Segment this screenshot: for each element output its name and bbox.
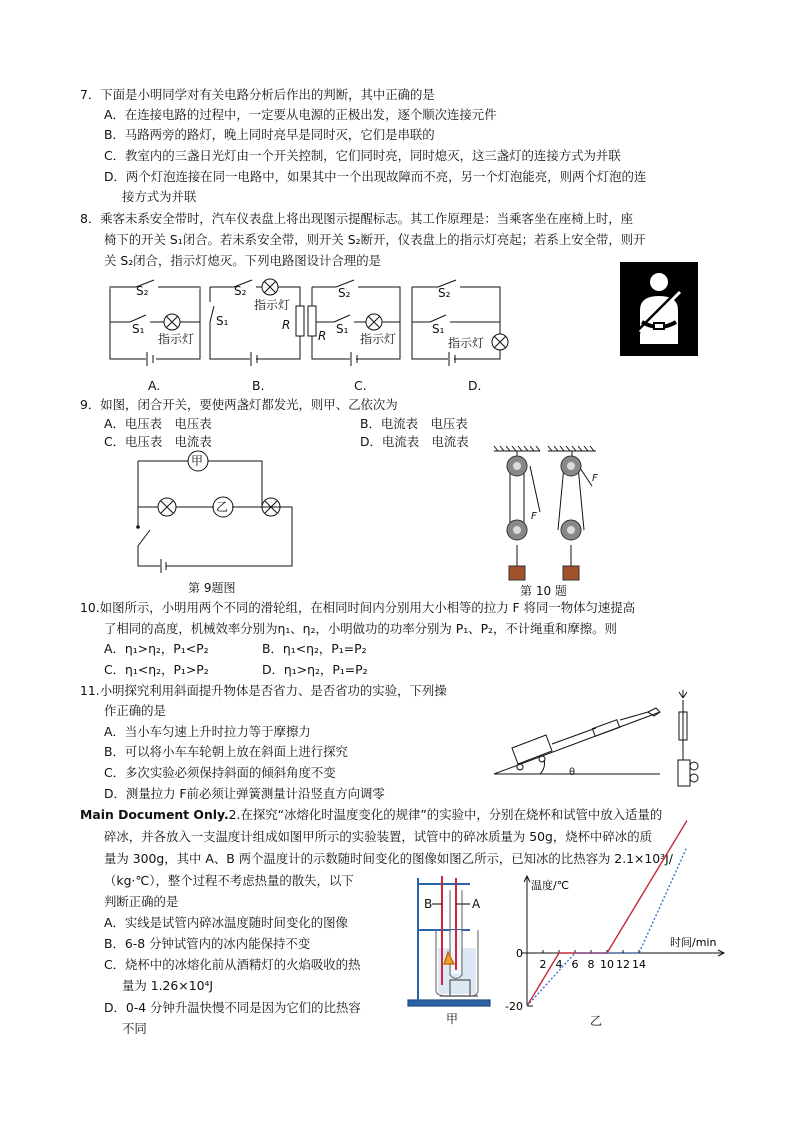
circuit-c-option: C. [354, 378, 367, 393]
q10-option-c: C．η₁<η₂，P₁>P₂ [104, 662, 209, 677]
q9-figure-caption: 第 9题图 [188, 581, 236, 595]
circuit-a-option: A. [148, 378, 161, 393]
q8-stem-line2: 椅下的开关 S₁闭合。若未系安全带，则开关 S₂断开，仪表盘上的指示灯亮起；若系上安全带，则开 [104, 232, 646, 247]
circuit-d-lamp-label: 指示灯 [448, 336, 485, 350]
q11-option-a: A．当小车匀速上升时拉力等于摩擦力 [104, 724, 311, 739]
x-tick-label: 14 [632, 958, 646, 971]
q9-option-c: C．电压表 电流表 [104, 434, 212, 449]
q12-figure-yi-label: 乙 [590, 1014, 603, 1028]
q12-option-c-line2: 量为 1.26×10⁴J [122, 978, 214, 993]
q11-option-c: C．多次实验必须保持斜面的倾斜角度不变 [104, 765, 336, 780]
q12-option-b: B．6-8 分钟试管内的冰内能保持不变 [104, 936, 311, 951]
circuit-b-s2: S₂ [234, 284, 247, 298]
circuit-b-resistor-label: R [282, 318, 291, 332]
q9-stem: 9．如图，闭合开关，要使两盏灯都发光，则甲、乙依次为 [80, 397, 398, 412]
x-tick-label: 8 [587, 958, 595, 971]
q12-thermometer-a-label: A [472, 897, 481, 911]
q9-option-b: B．电流表 电压表 [360, 416, 468, 431]
q12-stem-line1-text: 2.在探究“冰熔化时温度变化的规律”的实验中，分别在烧杯和试管中放入适量的 [228, 807, 663, 822]
q9-option-d: D．电流表 电流表 [360, 434, 469, 449]
x-tick-label: 12 [616, 958, 630, 971]
q7-option-b: B．马路两旁的路灯，晚上同时亮早是同时灭，它们是串联的 [104, 127, 435, 142]
q10-force-label-2: F [592, 473, 598, 484]
q11-theta-label: θ [569, 767, 576, 778]
q10-force-label-1: F [531, 511, 537, 522]
circuit-c-lamp-label: 指示灯 [360, 332, 397, 346]
q8-stem-line3: 关 S₂闭合，指示灯熄灭。下列电路图设计合理的是 [104, 253, 381, 268]
q11-stem-line2: 作正确的是 [104, 703, 166, 718]
circuit-a-s1: S₁ [132, 322, 145, 336]
q12-stem-line2: 碎冰，并各放入一支温度计组成如图甲所示的实验装置，试管中的碎冰质量为 50g，烧杯中碎冰的质 [104, 829, 652, 844]
q10-stem-line2: 了相同的高度，机械效率分别为η₁、η₂，小明做功的功率分别为 P₁、P₂，不计绳重和摩擦。则 [104, 621, 617, 636]
q9-option-a: A．电压表 电压表 [104, 416, 212, 431]
q12-stem-line3: 量为 300g，其中 A、B 两个温度计的示数随时间变化的图像如图乙所示，已知冰的比热容为 2.1×10³J/ [104, 851, 673, 866]
q7-option-c: C．教室内的三盏日光灯由一个开关控制，它们同时亮，同时熄灭，这三盏灯的连接方式为并联 [104, 148, 621, 163]
q7-option-d-line2: 接方式为并联 [122, 189, 197, 204]
q12-stem-line4: （kg·℃），整个过程不考虑热量的散失，以下 [104, 873, 354, 888]
q12-option-c-line1: C．烧杯中的冰熔化前从酒精灯的火焰吸收的热 [104, 957, 361, 972]
x-tick-label: 10 [600, 958, 614, 971]
y-tick-label: 0 [516, 947, 523, 960]
series-line-solid [527, 821, 687, 1007]
q7-option-d-line1: D．两个灯泡连接在同一电路中，如果其中一个出现故障而不亮，另一个灯泡能亮，则两个灯泡的连 [104, 169, 647, 184]
circuit-a-s2: S₂ [136, 284, 149, 298]
q12-stem-line5: 判断正确的是 [104, 894, 179, 909]
series-line-dotted [527, 847, 687, 1006]
q10-option-a: A．η₁>η₂，P₁<P₂ [104, 641, 209, 656]
circuit-c-s2: S₂ [338, 286, 351, 300]
x-tick-label: 2 [539, 958, 547, 971]
q7-stem: 7．下面是小明同学对有关电路分析后作出的判断，其中正确的是 [80, 87, 435, 102]
circuit-a-lamp-label: 指示灯 [158, 332, 195, 346]
circuit-d-s2: S₂ [438, 286, 451, 300]
q12-figure-jia-label: 甲 [446, 1012, 459, 1026]
x-tick-label: 6 [571, 958, 579, 971]
q12-option-a: A．实线是试管内碎冰温度随时间变化的图像 [104, 915, 348, 930]
q9-meter-jia: 甲 [191, 454, 204, 468]
circuit-b-lamp-label: 指示灯 [254, 298, 291, 312]
x-tick-label: 4 [555, 958, 563, 971]
circuit-c-resistor-label: R [318, 329, 327, 343]
q12-option-d-line2: 不同 [122, 1021, 147, 1036]
q12-thermometer-b-label: B [424, 897, 433, 911]
q12-option-d-line1: D．0-4 分钟升温快慢不同是因为它们的比热容 [104, 1000, 361, 1015]
q8-stem-line1: 8．乘客未系安全带时，汽车仪表盘上将出现图示提醒标志。其工作原理是：当乘客坐在座椅上时，座 [80, 211, 634, 226]
q9-meter-yi: 乙 [216, 500, 229, 514]
circuit-d-s1: S₁ [432, 322, 445, 336]
circuit-b-s1: S₁ [216, 314, 229, 328]
q11-option-d: D．测量拉力 F前必须让弹簧测量计沿竖直方向调零 [104, 786, 385, 801]
q7-option-a: A．在连接电路的过程中，一定要从电源的正极出发，逐个顺次连接元件 [104, 107, 497, 122]
q12-main-doc-prefix: Main Document Only. [80, 807, 229, 822]
circuit-b-option: B. [252, 378, 265, 393]
y-axis-label: 温度/℃ [531, 879, 570, 892]
q10-stem-line1: 10.如图所示，小明用两个不同的滑轮组，在相同时间内分别用大小相等的拉力 F 将同一物体匀速提高 [80, 600, 636, 615]
circuit-c-s1: S₁ [336, 322, 349, 336]
y-tick-label: -20 [505, 1000, 523, 1013]
x-axis-label: 时间/min [670, 936, 717, 949]
q10-option-b: B．η₁<η₂，P₁=P₂ [262, 641, 367, 656]
q10-option-d: D．η₁>η₂，P₁=P₂ [262, 662, 368, 677]
q11-stem-line1: 11.小明探究利用斜面提升物体是否省力、是否省功的实验，下列操 [80, 683, 447, 698]
q10-figure-caption: 第 10 题 [520, 584, 567, 598]
circuit-d-option: D. [468, 378, 482, 393]
q11-option-b: B．可以将小车车轮朝上放在斜面上进行探究 [104, 744, 348, 759]
